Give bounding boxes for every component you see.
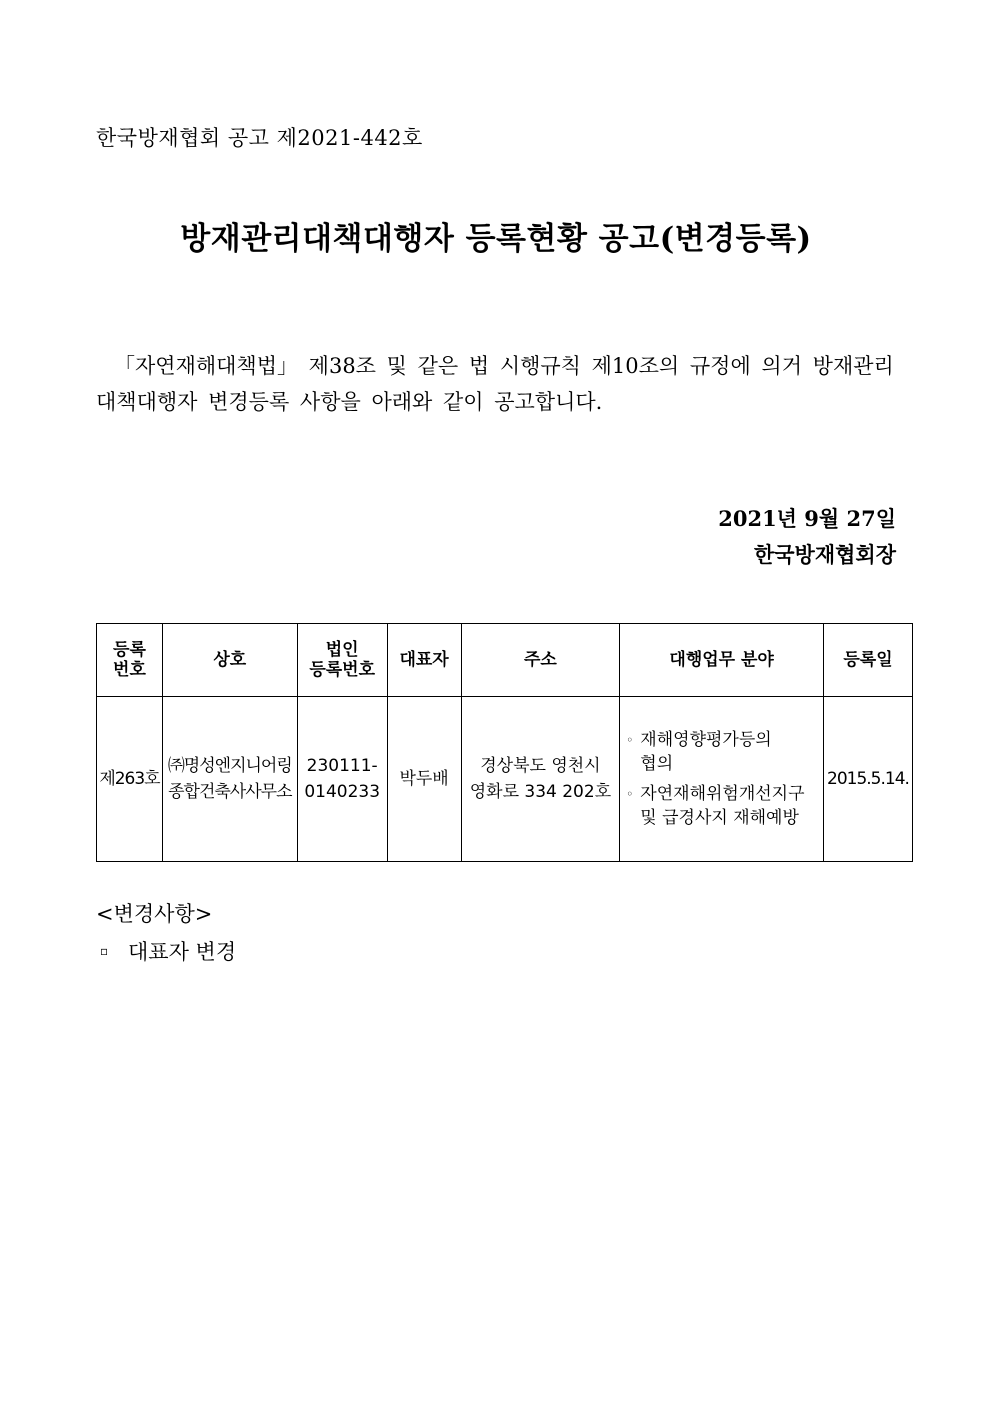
changes-title: <변경사항> xyxy=(96,902,213,926)
table-row xyxy=(97,697,913,862)
issuer: 한국방재협회장 xyxy=(753,542,896,567)
notice-number: 한국방재협회 공고 제2021-442호 xyxy=(96,126,423,150)
cell-duty xyxy=(620,697,824,862)
change-item xyxy=(100,936,236,966)
registration-table xyxy=(96,623,913,862)
notice-date: 2021년 9월 27일 xyxy=(718,506,896,531)
header-reg-no: 등록 번호 xyxy=(97,624,163,697)
header-corp-no: 법인 등록번호 xyxy=(297,624,387,697)
cell-address: 경상북도 영천시 영화로 334 202호 xyxy=(461,697,620,862)
cell-corp-no: 230111- 0140233 xyxy=(297,697,387,862)
cell-reg-date: 2015.5.14. xyxy=(823,697,912,862)
header-address: 주소 xyxy=(461,624,620,697)
bullet-icon: ◦ xyxy=(626,787,634,801)
header-reg-date: 등록일 xyxy=(823,624,912,697)
cell-company: ㈜명성엔지니어링 종합건축사사무소 xyxy=(162,697,297,862)
square-bullet-icon: ▫ xyxy=(100,944,109,958)
header-representative: 대표자 xyxy=(387,624,461,697)
table-header-row xyxy=(97,624,913,697)
body-line-1: 「자연재해대책법」 제38조 및 같은 법 시행규칙 제10조의 규정에 의거 방재관리 xyxy=(114,354,894,378)
page-title: 방재관리대책대행자 등록현황 공고(변경등록) xyxy=(180,221,812,257)
cell-representative: 박두배 xyxy=(387,697,461,862)
body-line-2: 대책대행자 변경등록 사항을 아래와 같이 공고합니다. xyxy=(96,390,603,414)
duty-item: ◦ 자연재해위험개선지구 및 급경사지 재해예방 xyxy=(626,784,805,828)
header-company: 상호 xyxy=(162,624,297,697)
header-duty: 대행업무 분야 xyxy=(620,624,824,697)
duty-item: ◦ 재해영향평가등의 협의 xyxy=(626,730,772,774)
cell-reg-no: 제263호 xyxy=(97,697,163,862)
bullet-icon: ◦ xyxy=(626,733,634,747)
change-item-text: 대표자 변경 xyxy=(128,940,237,964)
body-text xyxy=(96,348,896,420)
